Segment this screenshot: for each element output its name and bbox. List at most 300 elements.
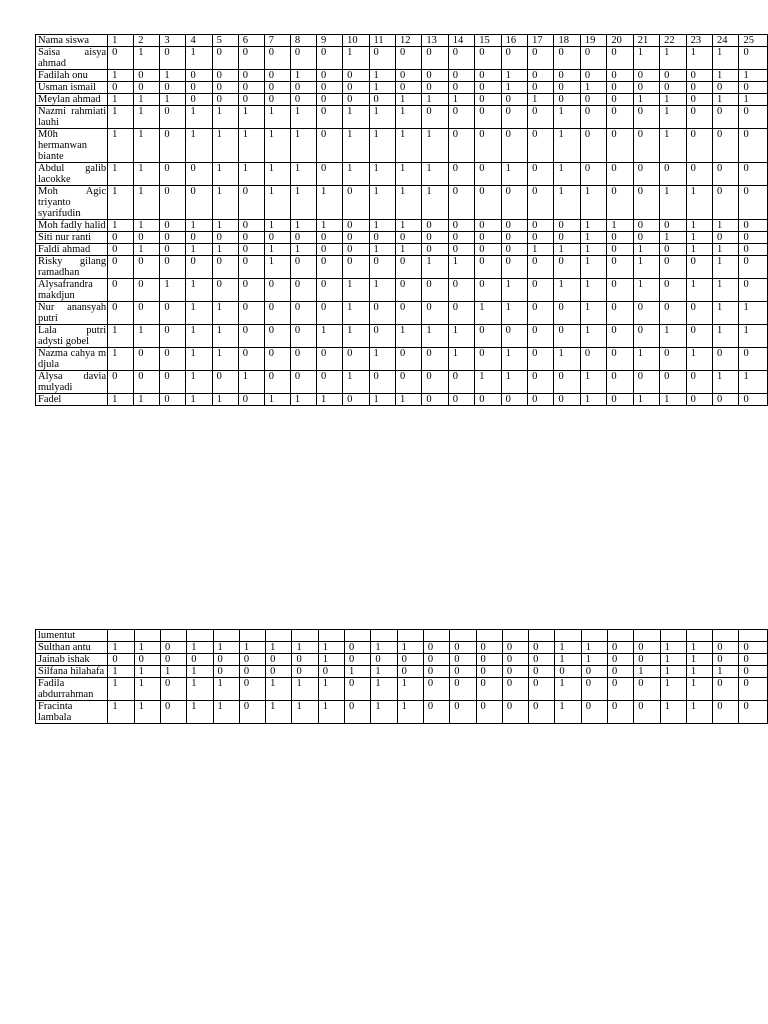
score-cell: 0 (475, 163, 501, 186)
score-cell: 0 (686, 94, 712, 106)
score-cell (608, 630, 634, 642)
score-cell: 0 (186, 232, 212, 244)
score-cell: 1 (212, 325, 238, 348)
header-item-cell: 7 (264, 35, 290, 47)
score-cell: 1 (264, 394, 290, 406)
student-name-cell: Alysa davia mulyadi (36, 371, 108, 394)
score-cell: 1 (187, 666, 213, 678)
score-cell: 0 (264, 302, 290, 325)
score-cell: 1 (134, 642, 160, 654)
score-cell: 1 (633, 256, 659, 279)
score-cell: 0 (238, 186, 264, 220)
score-cell: 0 (476, 678, 502, 701)
score-cell: 0 (580, 129, 606, 163)
score-cell (555, 630, 581, 642)
score-cell: 0 (212, 94, 238, 106)
score-cell: 0 (607, 348, 633, 371)
score-cell: 1 (739, 371, 768, 394)
score-cell: 0 (212, 82, 238, 94)
score-cell: 1 (212, 348, 238, 371)
score-cell: 1 (108, 70, 134, 82)
score-cell: 1 (369, 70, 395, 82)
score-cell: 1 (292, 642, 318, 654)
score-cell: 0 (369, 325, 395, 348)
score-cell: 0 (238, 70, 264, 82)
score-cell: 1 (317, 220, 343, 232)
score-cell: 0 (528, 47, 554, 70)
score-cell: 1 (292, 701, 318, 724)
score-cell: 1 (686, 244, 712, 256)
table-row (36, 220, 768, 232)
score-cell: 1 (580, 325, 606, 348)
score-cell: 1 (213, 678, 239, 701)
score-cell (450, 630, 476, 642)
score-cell: 0 (608, 642, 634, 654)
score-cell: 0 (528, 70, 554, 82)
score-cell: 0 (713, 701, 739, 724)
score-cell: 0 (448, 279, 474, 302)
score-cell: 0 (395, 232, 421, 244)
score-cell: 0 (739, 106, 768, 129)
score-cell: 0 (212, 371, 238, 394)
score-cell: 0 (448, 232, 474, 244)
score-cell: 0 (528, 129, 554, 163)
score-cell: 1 (422, 129, 448, 163)
student-name-cell: Nur anansyah putri (36, 302, 108, 325)
score-cell: 0 (369, 47, 395, 70)
score-cell: 0 (422, 47, 448, 70)
score-cell: 0 (422, 371, 448, 394)
score-cell: 0 (448, 163, 474, 186)
score-cell: 0 (134, 256, 160, 279)
score-cell: 0 (317, 371, 343, 394)
score-cell: 0 (369, 371, 395, 394)
score-cell: 0 (580, 70, 606, 82)
score-cell: 0 (345, 642, 371, 654)
score-cell: 0 (238, 279, 264, 302)
score-cell: 1 (212, 394, 238, 406)
score-cell: 0 (292, 654, 318, 666)
score-cell: 0 (528, 256, 554, 279)
score-cell: 1 (633, 47, 659, 70)
score-cell: 0 (343, 82, 369, 94)
score-cell: 1 (108, 325, 134, 348)
score-cell: 0 (739, 256, 768, 279)
score-cell: 0 (212, 47, 238, 70)
table-row (36, 70, 768, 82)
score-cell: 1 (134, 701, 160, 724)
score-cell: 0 (160, 220, 186, 232)
score-cell: 0 (345, 701, 371, 724)
score-cell: 0 (369, 256, 395, 279)
score-cell: 0 (448, 394, 474, 406)
score-cell: 1 (739, 325, 768, 348)
score-cell: 0 (422, 348, 448, 371)
score-cell: 1 (238, 106, 264, 129)
student-name-cell: Moh fadly halid (36, 220, 108, 232)
score-cell: 0 (475, 129, 501, 163)
table-row (36, 129, 768, 163)
table-row (36, 394, 768, 406)
score-cell: 1 (239, 642, 265, 654)
score-cell: 0 (660, 302, 686, 325)
score-cell: 1 (422, 325, 448, 348)
score-cell: 1 (160, 70, 186, 82)
score-cell: 0 (422, 394, 448, 406)
student-name-cell: Fadel (36, 394, 108, 406)
score-cell: 1 (528, 94, 554, 106)
table-row (36, 701, 768, 724)
score-cell: 0 (395, 279, 421, 302)
score-cell: 0 (395, 256, 421, 279)
score-cell: 0 (475, 394, 501, 406)
score-cell: 1 (343, 106, 369, 129)
score-cell: 0 (580, 94, 606, 106)
table-row (36, 348, 768, 371)
score-cell: 0 (739, 678, 768, 701)
score-cell: 1 (134, 106, 160, 129)
score-cell: 1 (660, 129, 686, 163)
score-cell: 1 (554, 279, 580, 302)
score-cell: 1 (369, 129, 395, 163)
score-cell: 1 (686, 678, 712, 701)
student-name-cell: Siti nur ranti (36, 232, 108, 244)
score-cell (739, 630, 768, 642)
score-cell: 0 (528, 348, 554, 371)
score-cell: 0 (186, 186, 212, 220)
score-cell: 1 (134, 94, 160, 106)
score-cell: 0 (422, 279, 448, 302)
score-cell: 0 (448, 220, 474, 232)
score-cell: 1 (395, 129, 421, 163)
student-name-cell: Sulthan antu (36, 642, 108, 654)
student-name-cell: Fadila abdurrahman (36, 678, 108, 701)
score-cell: 0 (160, 371, 186, 394)
score-cell: 0 (448, 302, 474, 325)
score-cell: 1 (554, 186, 580, 220)
score-cell: 1 (369, 394, 395, 406)
score-cell: 1 (212, 163, 238, 186)
score-cell: 0 (345, 654, 371, 666)
score-cell: 1 (686, 654, 712, 666)
score-cell: 0 (371, 654, 397, 666)
score-cell: 0 (160, 348, 186, 371)
header-name-cell: Nama siswa (36, 35, 108, 47)
score-cell: 0 (607, 94, 633, 106)
header-item-cell: 9 (317, 35, 343, 47)
score-cell: 1 (290, 106, 316, 129)
score-cell: 0 (345, 678, 371, 701)
score-cell: 1 (686, 701, 712, 724)
table-row (36, 186, 768, 220)
score-cell: 0 (290, 279, 316, 302)
score-cell: 1 (369, 163, 395, 186)
score-cell (134, 630, 160, 642)
score-cell: 0 (475, 232, 501, 244)
score-cell: 1 (186, 394, 212, 406)
table-row (36, 325, 768, 348)
score-cell: 0 (290, 371, 316, 394)
student-name-cell: Lala putri adysti gobel (36, 325, 108, 348)
score-cell: 0 (317, 348, 343, 371)
score-cell: 1 (186, 325, 212, 348)
score-cell: 1 (266, 642, 292, 654)
header-item-cell: 25 (739, 35, 768, 47)
score-cell: 0 (554, 371, 580, 394)
score-cell (397, 630, 423, 642)
score-cell: 0 (238, 47, 264, 70)
score-cell: 0 (108, 82, 134, 94)
score-cell: 1 (108, 701, 134, 724)
score-cell: 0 (317, 256, 343, 279)
table-row (36, 106, 768, 129)
score-cell: 0 (212, 70, 238, 82)
score-cell: 0 (134, 70, 160, 82)
score-cell: 1 (264, 129, 290, 163)
score-cell: 1 (186, 106, 212, 129)
score-cell: 0 (292, 666, 318, 678)
score-cell: 0 (134, 279, 160, 302)
score-cell: 0 (108, 47, 134, 70)
score-cell: 1 (343, 325, 369, 348)
score-cell: 0 (422, 302, 448, 325)
score-cell: 0 (160, 642, 186, 654)
score-cell: 1 (134, 47, 160, 70)
score-cell: 0 (343, 70, 369, 82)
header-item-cell: 14 (448, 35, 474, 47)
score-cell: 0 (475, 220, 501, 232)
score-cell (476, 630, 502, 642)
score-cell: 0 (580, 163, 606, 186)
score-cell: 1 (134, 394, 160, 406)
score-cell: 1 (633, 394, 659, 406)
score-cell: 1 (318, 654, 344, 666)
score-cell: 0 (686, 325, 712, 348)
score-cell: 0 (739, 186, 768, 220)
score-cell: 0 (238, 220, 264, 232)
score-cell: 0 (739, 666, 768, 678)
score-cell: 1 (186, 371, 212, 394)
score-cell: 0 (160, 302, 186, 325)
score-cell: 0 (607, 279, 633, 302)
score-cell: 0 (501, 244, 527, 256)
score-cell: 0 (580, 47, 606, 70)
score-cell: 1 (713, 47, 739, 70)
score-cell: 0 (475, 94, 501, 106)
score-cell: 1 (186, 279, 212, 302)
score-cell: 0 (554, 325, 580, 348)
score-cell: 0 (475, 244, 501, 256)
score-cell: 0 (686, 394, 712, 406)
score-cell: 0 (554, 70, 580, 82)
score-cell: 0 (554, 220, 580, 232)
score-cell: 1 (108, 163, 134, 186)
score-cell (581, 630, 607, 642)
score-cell: 0 (475, 348, 501, 371)
score-cell: 0 (686, 163, 712, 186)
score-cell: 0 (134, 302, 160, 325)
score-cell: 0 (448, 186, 474, 220)
score-cell: 0 (290, 232, 316, 244)
score-cell: 0 (108, 654, 134, 666)
attendance-table-1 (35, 34, 768, 406)
score-cell: 0 (633, 232, 659, 244)
score-cell: 0 (290, 94, 316, 106)
score-cell: 0 (607, 232, 633, 244)
score-cell: 0 (739, 348, 768, 371)
score-cell: 1 (580, 82, 606, 94)
score-cell: 1 (422, 94, 448, 106)
score-cell: 1 (448, 256, 474, 279)
score-cell: 0 (686, 302, 712, 325)
score-cell: 0 (134, 348, 160, 371)
student-name-cell: Fadilah onu (36, 70, 108, 82)
score-cell: 0 (475, 279, 501, 302)
score-cell: 0 (448, 244, 474, 256)
score-cell: 0 (317, 244, 343, 256)
score-cell: 0 (160, 186, 186, 220)
score-cell: 0 (212, 232, 238, 244)
header-item-cell: 24 (713, 35, 739, 47)
score-cell: 0 (686, 82, 712, 94)
table-row (36, 302, 768, 325)
score-cell: 0 (448, 371, 474, 394)
score-cell: 1 (554, 348, 580, 371)
score-cell (660, 630, 686, 642)
score-cell: 1 (369, 82, 395, 94)
score-cell: 0 (713, 129, 739, 163)
score-cell: 1 (238, 163, 264, 186)
score-cell: 0 (528, 394, 554, 406)
student-name-cell: Nazmi rahmiati lauhi (36, 106, 108, 129)
score-cell: 0 (264, 348, 290, 371)
score-cell: 1 (501, 348, 527, 371)
score-cell: 0 (713, 654, 739, 666)
score-cell: 0 (422, 244, 448, 256)
score-cell: 0 (528, 232, 554, 244)
score-cell: 1 (395, 163, 421, 186)
score-cell: 1 (212, 129, 238, 163)
score-cell: 0 (528, 302, 554, 325)
score-cell: 1 (134, 129, 160, 163)
score-cell: 1 (160, 94, 186, 106)
score-cell: 0 (529, 654, 555, 666)
score-cell: 0 (238, 394, 264, 406)
score-cell: 0 (108, 302, 134, 325)
score-cell (423, 630, 449, 642)
score-cell: 0 (476, 642, 502, 654)
score-cell: 0 (686, 371, 712, 394)
header-item-cell: 13 (422, 35, 448, 47)
score-cell: 0 (660, 244, 686, 256)
score-cell: 0 (607, 82, 633, 94)
score-cell: 0 (634, 654, 660, 666)
score-cell: 1 (448, 94, 474, 106)
score-cell: 1 (186, 47, 212, 70)
score-cell: 1 (422, 163, 448, 186)
table-row (36, 163, 768, 186)
score-cell: 0 (476, 701, 502, 724)
score-cell: 1 (108, 106, 134, 129)
score-cell: 1 (345, 666, 371, 678)
score-cell: 0 (554, 82, 580, 94)
score-cell: 1 (318, 701, 344, 724)
score-cell: 0 (290, 302, 316, 325)
table-row (36, 244, 768, 256)
header-item-cell: 1 (108, 35, 134, 47)
score-cell: 1 (660, 106, 686, 129)
score-cell: 0 (581, 701, 607, 724)
score-cell: 1 (397, 701, 423, 724)
score-cell (529, 630, 555, 642)
score-cell: 1 (108, 94, 134, 106)
score-cell: 1 (555, 642, 581, 654)
score-cell: 0 (264, 94, 290, 106)
score-cell: 0 (528, 220, 554, 232)
score-cell: 0 (186, 163, 212, 186)
score-cell: 1 (739, 302, 768, 325)
score-cell: 0 (238, 94, 264, 106)
score-cell: 0 (264, 232, 290, 244)
score-cell: 1 (580, 302, 606, 325)
score-cell (108, 630, 134, 642)
score-cell: 1 (186, 129, 212, 163)
table-row (36, 232, 768, 244)
score-cell: 1 (580, 256, 606, 279)
score-cell: 0 (634, 642, 660, 654)
score-cell: 1 (343, 302, 369, 325)
score-cell: 0 (633, 186, 659, 220)
score-cell: 1 (343, 279, 369, 302)
score-cell: 0 (528, 82, 554, 94)
score-cell: 1 (264, 106, 290, 129)
score-cell (345, 630, 371, 642)
student-name-cell: Abdul galib lacokke (36, 163, 108, 186)
score-cell: 1 (290, 129, 316, 163)
score-cell: 0 (607, 325, 633, 348)
score-cell: 1 (395, 244, 421, 256)
score-cell: 1 (212, 302, 238, 325)
score-cell: 0 (607, 106, 633, 129)
score-cell: 1 (660, 642, 686, 654)
score-cell: 0 (739, 163, 768, 186)
score-cell: 0 (607, 163, 633, 186)
score-cell: 1 (607, 220, 633, 232)
score-cell: 0 (607, 394, 633, 406)
score-cell: 0 (343, 348, 369, 371)
score-cell: 1 (369, 186, 395, 220)
score-cell: 0 (422, 106, 448, 129)
score-cell: 0 (607, 129, 633, 163)
score-cell: 0 (318, 666, 344, 678)
score-cell: 0 (238, 256, 264, 279)
score-cell: 0 (501, 220, 527, 232)
score-cell: 0 (160, 654, 186, 666)
score-cell: 1 (581, 642, 607, 654)
score-cell: 0 (502, 642, 528, 654)
score-cell: 0 (238, 325, 264, 348)
score-cell: 1 (290, 220, 316, 232)
score-cell: 0 (528, 371, 554, 394)
score-cell: 1 (290, 394, 316, 406)
score-cell (502, 630, 528, 642)
score-cell: 1 (580, 232, 606, 244)
score-cell: 0 (475, 256, 501, 279)
score-cell: 0 (660, 371, 686, 394)
score-cell (713, 630, 739, 642)
score-cell: 0 (608, 701, 634, 724)
score-cell: 1 (686, 279, 712, 302)
